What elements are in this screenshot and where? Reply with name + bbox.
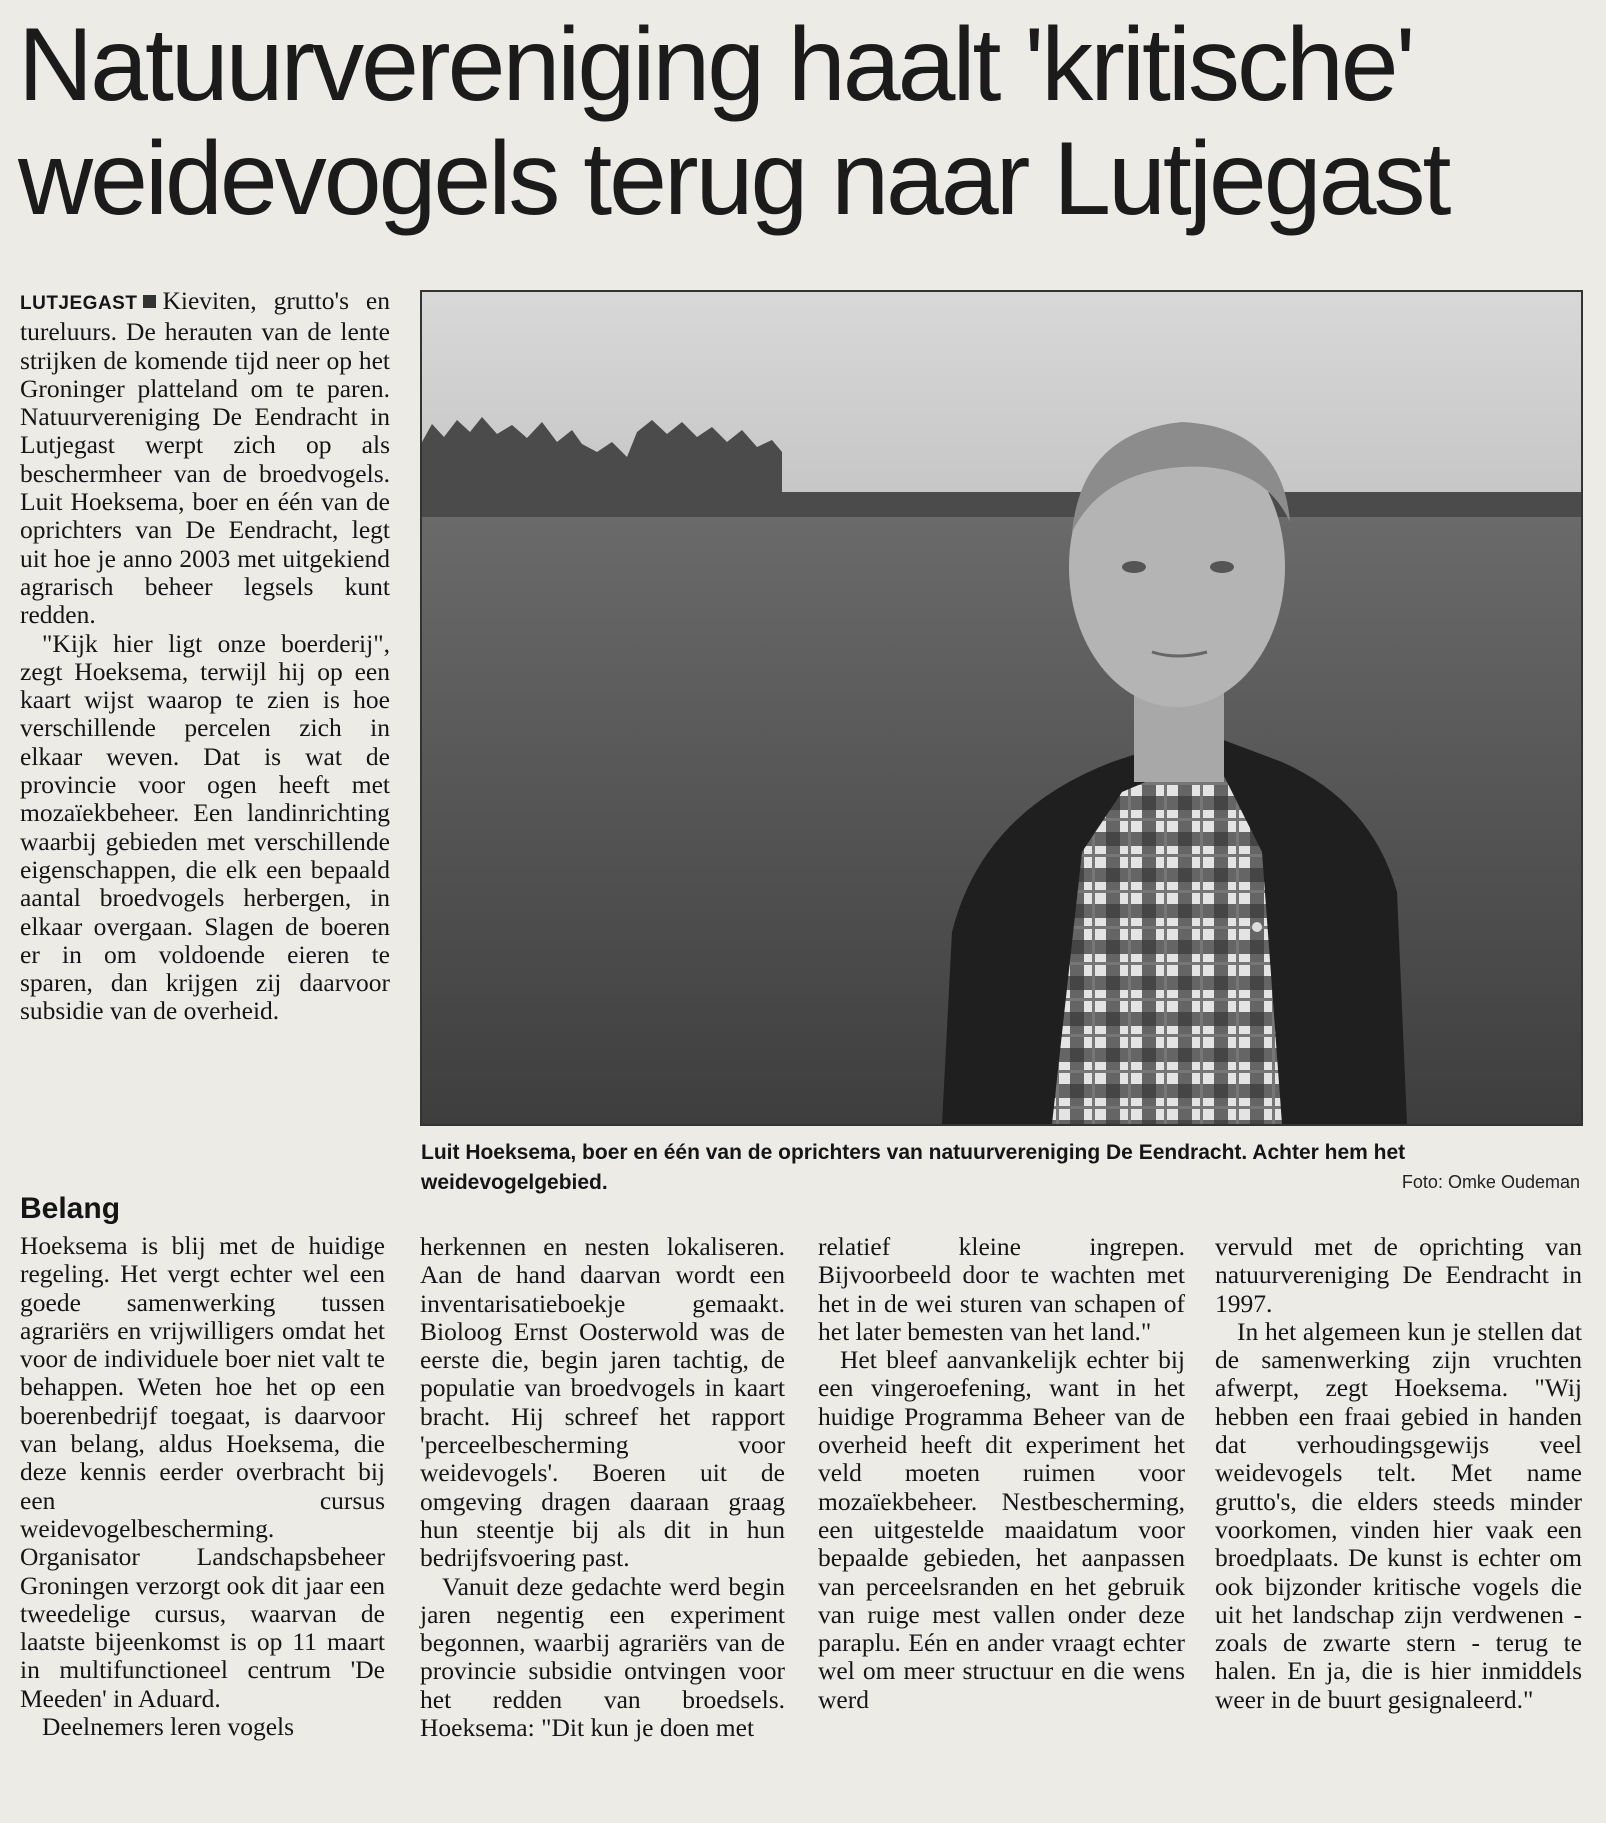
headline xyxy=(18,8,1588,236)
photo-caption: Luit Hoeksema, boer en één van de oprichters van natuurvereniging De Eendracht. Achter hem het weidevogelgebied. xyxy=(421,1141,1406,1194)
body-paragraph: In het algemeen kun je stellen dat de samenwerking zijn vruchten afwerpt, zegt Hoeksema. "Wij hebben een fraai gebied in handen dat verhoudingsgewijs veel weidevogels telt. Met name grutto's, die elders steeds minder voorkomen, vinden hier vaak een broedplaats. De kunst is echter om ook bijzonder kritische vogels die uit het landschap zijn verdwenen - zoals de zwarte stern - terug te halen. En ja, die is hier inmiddels weer in de buurt gesignaleerd." xyxy=(1215,1316,1582,1714)
article-photo xyxy=(420,290,1583,1126)
body-paragraph: vervuld met de oprichting van natuurvereniging De Eendracht in 1997. xyxy=(1215,1232,1582,1318)
body-column-1 xyxy=(20,1232,385,1741)
photo-illustration xyxy=(422,292,1581,1124)
intro-paragraph xyxy=(20,287,390,630)
dateline-square-marker xyxy=(143,295,156,308)
body-paragraph: Hoeksema is blij met de huidige regeling. Het vergt echter wel een goede samenwerking tussen agrariërs en vrijwilligers omdat het voor de individuele boer niet valt te behappen. Weten hoe het op een boerenbedrijf toegaat, is daarvoor van belang, aldus Hoeksema, die deze kennis eerder overbracht bij een cursus weidevogelbescherming. Organisator Landschapsbeheer Groningen verzorgt ook dit jaar een tweedelige cursus, waarvan de laatste bijeenkomst is op 11 maart in multifunctioneel centrum 'De Meeden' in Aduard. xyxy=(20,1231,385,1713)
body-paragraph: herkennen en nesten lokaliseren. Aan de hand daarvan wordt een inventarisatieboekje gemaakt. Bioloog Ernst Oosterwold was de eerste die, begin jaren tachtig, de populatie van broedvogels in kaart bracht. Hij schreef het rapport 'perceelbescherming voor weidevogels'. Boeren uit de omgeving dragen daaraan graag hun steentje bij als dit in hun bedrijfsvoering past. xyxy=(420,1232,785,1573)
headline-line-1: Natuurvereniging haalt 'kritische' xyxy=(18,7,1413,123)
subheading: Belang xyxy=(20,1192,121,1225)
body-paragraph: relatief kleine ingrepen. Bijvoorbeeld door te wachten met het in de wei sturen van schapen of het later bemesten van het land." xyxy=(818,1232,1185,1346)
body-column-2 xyxy=(420,1233,785,1742)
body-paragraph: "Kijk hier ligt onze boerderij", zegt Hoeksema, terwijl hij op een kaart wijst waarop te zien is hoe verschillende percelen zich in elkaar weven. Dat is wat de provincie voor ogen heeft met mozaïekbeheer. Een landinrichting waarbij gebieden met verschillende eigenschappen, die elk een bepaald aantal broedvogels herbergen, in elkaar overgaan. Slagen de boeren er in om voldoende eieren te sparen, dan krijgen zij daarvoor subsidie van de overheid. xyxy=(20,628,390,1026)
dateline: LUTJEGAST xyxy=(20,293,138,314)
intro-paragraph-text: Kieviten, grutto's en tureluurs. De herauten van de lente strijken de komende tijd neer op het Groninger platteland om te paren. Natuurvereniging De Eendracht in Lutjegast werpt zich op als beschermheer van de broedvogels. Luit Hoeksema, boer en één van de oprichters van De Eendracht, legt uit hoe je anno 2003 met uitgekiend agrarisch beheer legsels kunt redden. xyxy=(20,286,390,630)
body-paragraph: Deelnemers leren vogels xyxy=(42,1712,295,1742)
body-column-3 xyxy=(818,1233,1185,1714)
right-eye xyxy=(1210,561,1234,573)
intro-column xyxy=(20,287,390,1026)
jacket-button xyxy=(1252,922,1262,932)
photo-credit: Foto: Omke Oudeman xyxy=(1401,1172,1580,1192)
left-eye xyxy=(1122,561,1146,573)
body-paragraph: Het bleef aanvankelijk echter bij een vingeroefening, want in het huidige Programma Beheer van de overheid heeft dit experiment het veld moeten ruimen voor mozaïekbeheer. Nestbescherming, een uitgestelde maaidatum voor bepaalde gebieden, het aanpassen van perceelsranden en het gebruik van ruige mest vallen onder deze paraplu. Eén en ander vraagt echter wel om meer structuur en die wens werd xyxy=(818,1345,1185,1714)
headline-line-2: weidevogels terug naar Lutjegast xyxy=(18,121,1449,237)
body-column-4 xyxy=(1215,1233,1582,1714)
body-paragraph: Vanuit deze gedachte werd begin jaren negentig een experiment begonnen, waarbij agrariërs van de provincie subsidie ontvingen voor het redden van broedsels. Hoeksema: "Dit kun je doen met xyxy=(420,1571,785,1743)
